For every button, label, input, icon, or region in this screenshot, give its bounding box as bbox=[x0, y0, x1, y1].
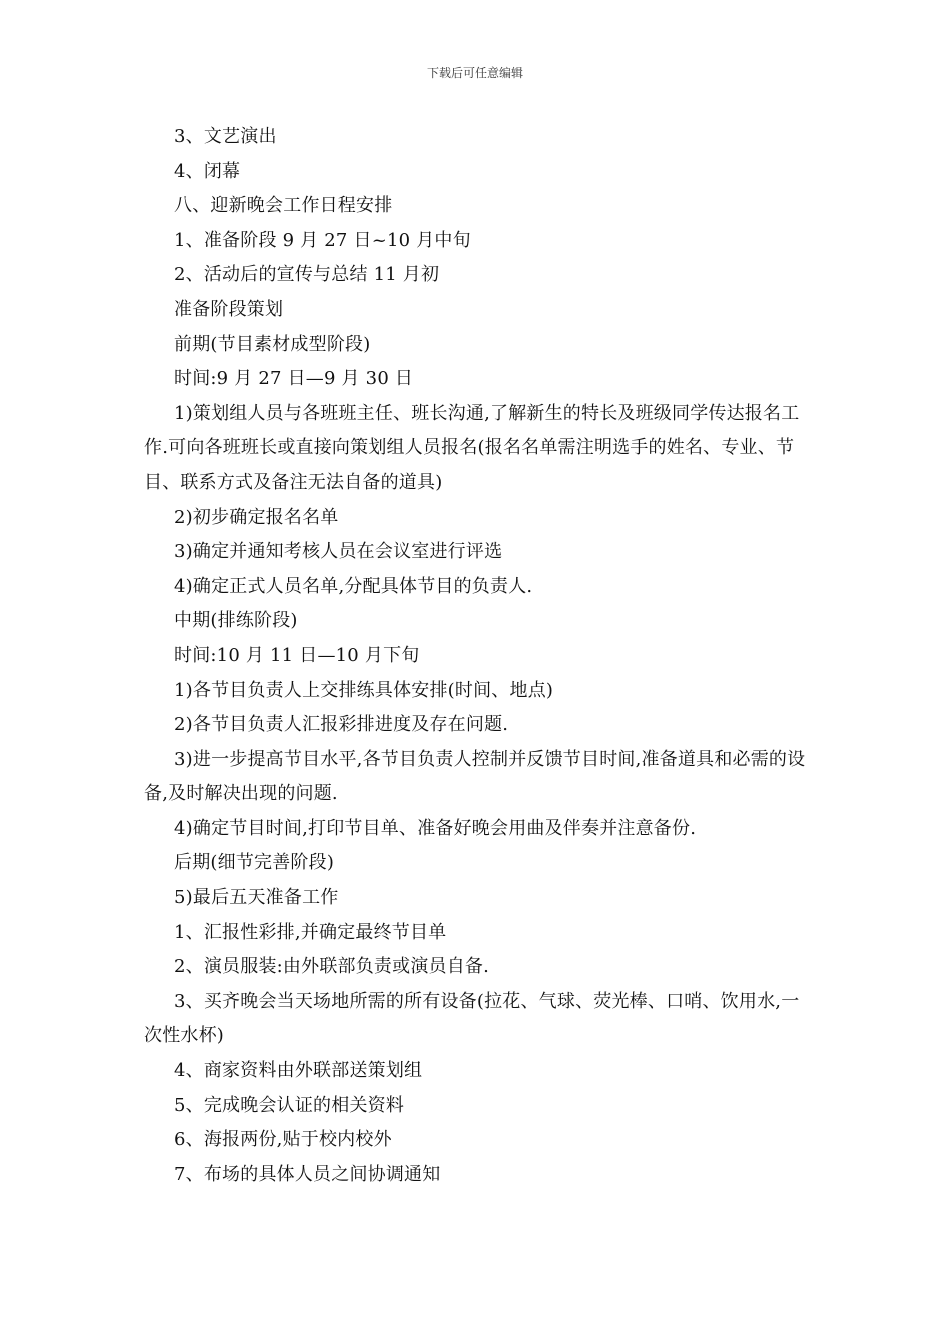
phase-heading: 后期(细节完善阶段) bbox=[174, 852, 335, 874]
paragraph: 4、闭幕 bbox=[174, 160, 241, 182]
subsection-heading: 准备阶段策划 bbox=[174, 298, 284, 320]
paragraph: 2、演员服装:由外联部负责或演员自备. bbox=[174, 956, 490, 978]
phase-heading: 前期(节目素材成型阶段) bbox=[174, 333, 371, 355]
paragraph: 2)初步确定报名名单 bbox=[174, 506, 339, 528]
paragraph: 1、汇报性彩排,并确定最终节目单 bbox=[174, 921, 447, 943]
paragraph: 时间:10 月 11 日—10 月下旬 bbox=[174, 644, 420, 666]
paragraph: 1)策划组人员与各班班主任、班长沟通,了解新生的特长及班级同学传达报名工作.可向各班班长或直接向策划组人员报名(报名名单需注明选手的姓名、专业、节目、联系方式及备注无法自备的道具) bbox=[144, 402, 800, 493]
paragraph: 7、布场的具体人员之间协调通知 bbox=[174, 1163, 441, 1185]
paragraph: 5)最后五天准备工作 bbox=[174, 887, 339, 909]
paragraph: 3)进一步提高节目水平,各节目负责人控制并反馈节目时间,准备道具和必需的设备,及时解决出现的问题. bbox=[144, 748, 806, 805]
paragraph: 4、商家资料由外联部送策划组 bbox=[174, 1060, 423, 1082]
paragraph: 3)确定并通知考核人员在会议室进行评选 bbox=[174, 541, 503, 563]
page-header: 下载后可任意编辑 bbox=[426, 66, 523, 80]
paragraph: 2、活动后的宣传与总结 11 月初 bbox=[174, 264, 440, 286]
phase-heading: 中期(排练阶段) bbox=[174, 610, 298, 632]
paragraph: 4)确定正式人员名单,分配具体节目的负责人. bbox=[174, 575, 533, 597]
document-body bbox=[144, 120, 810, 1192]
paragraph: 3、买齐晚会当天场地所需的所有设备(拉花、气球、荧光棒、口哨、饮用水,一次性水杯) bbox=[144, 990, 800, 1047]
paragraph: 3、文艺演出 bbox=[174, 126, 277, 147]
paragraph: 4)确定节目时间,打印节目单、准备好晚会用曲及伴奏并注意备份. bbox=[174, 817, 697, 839]
paragraph: 1)各节目负责人上交排练具体安排(时间、地点) bbox=[174, 679, 554, 701]
section-heading: 八、迎新晚会工作日程安排 bbox=[174, 195, 393, 217]
paragraph: 5、完成晚会认证的相关资料 bbox=[174, 1094, 405, 1116]
paragraph: 1、准备阶段 9 月 27 日~10 月中旬 bbox=[174, 229, 471, 251]
paragraph: 6、海报两份,贴于校内校外 bbox=[174, 1129, 392, 1151]
paragraph: 时间:9 月 27 日—9 月 30 日 bbox=[174, 368, 414, 390]
paragraph: 2)各节目负责人汇报彩排进度及存在问题. bbox=[174, 714, 509, 736]
